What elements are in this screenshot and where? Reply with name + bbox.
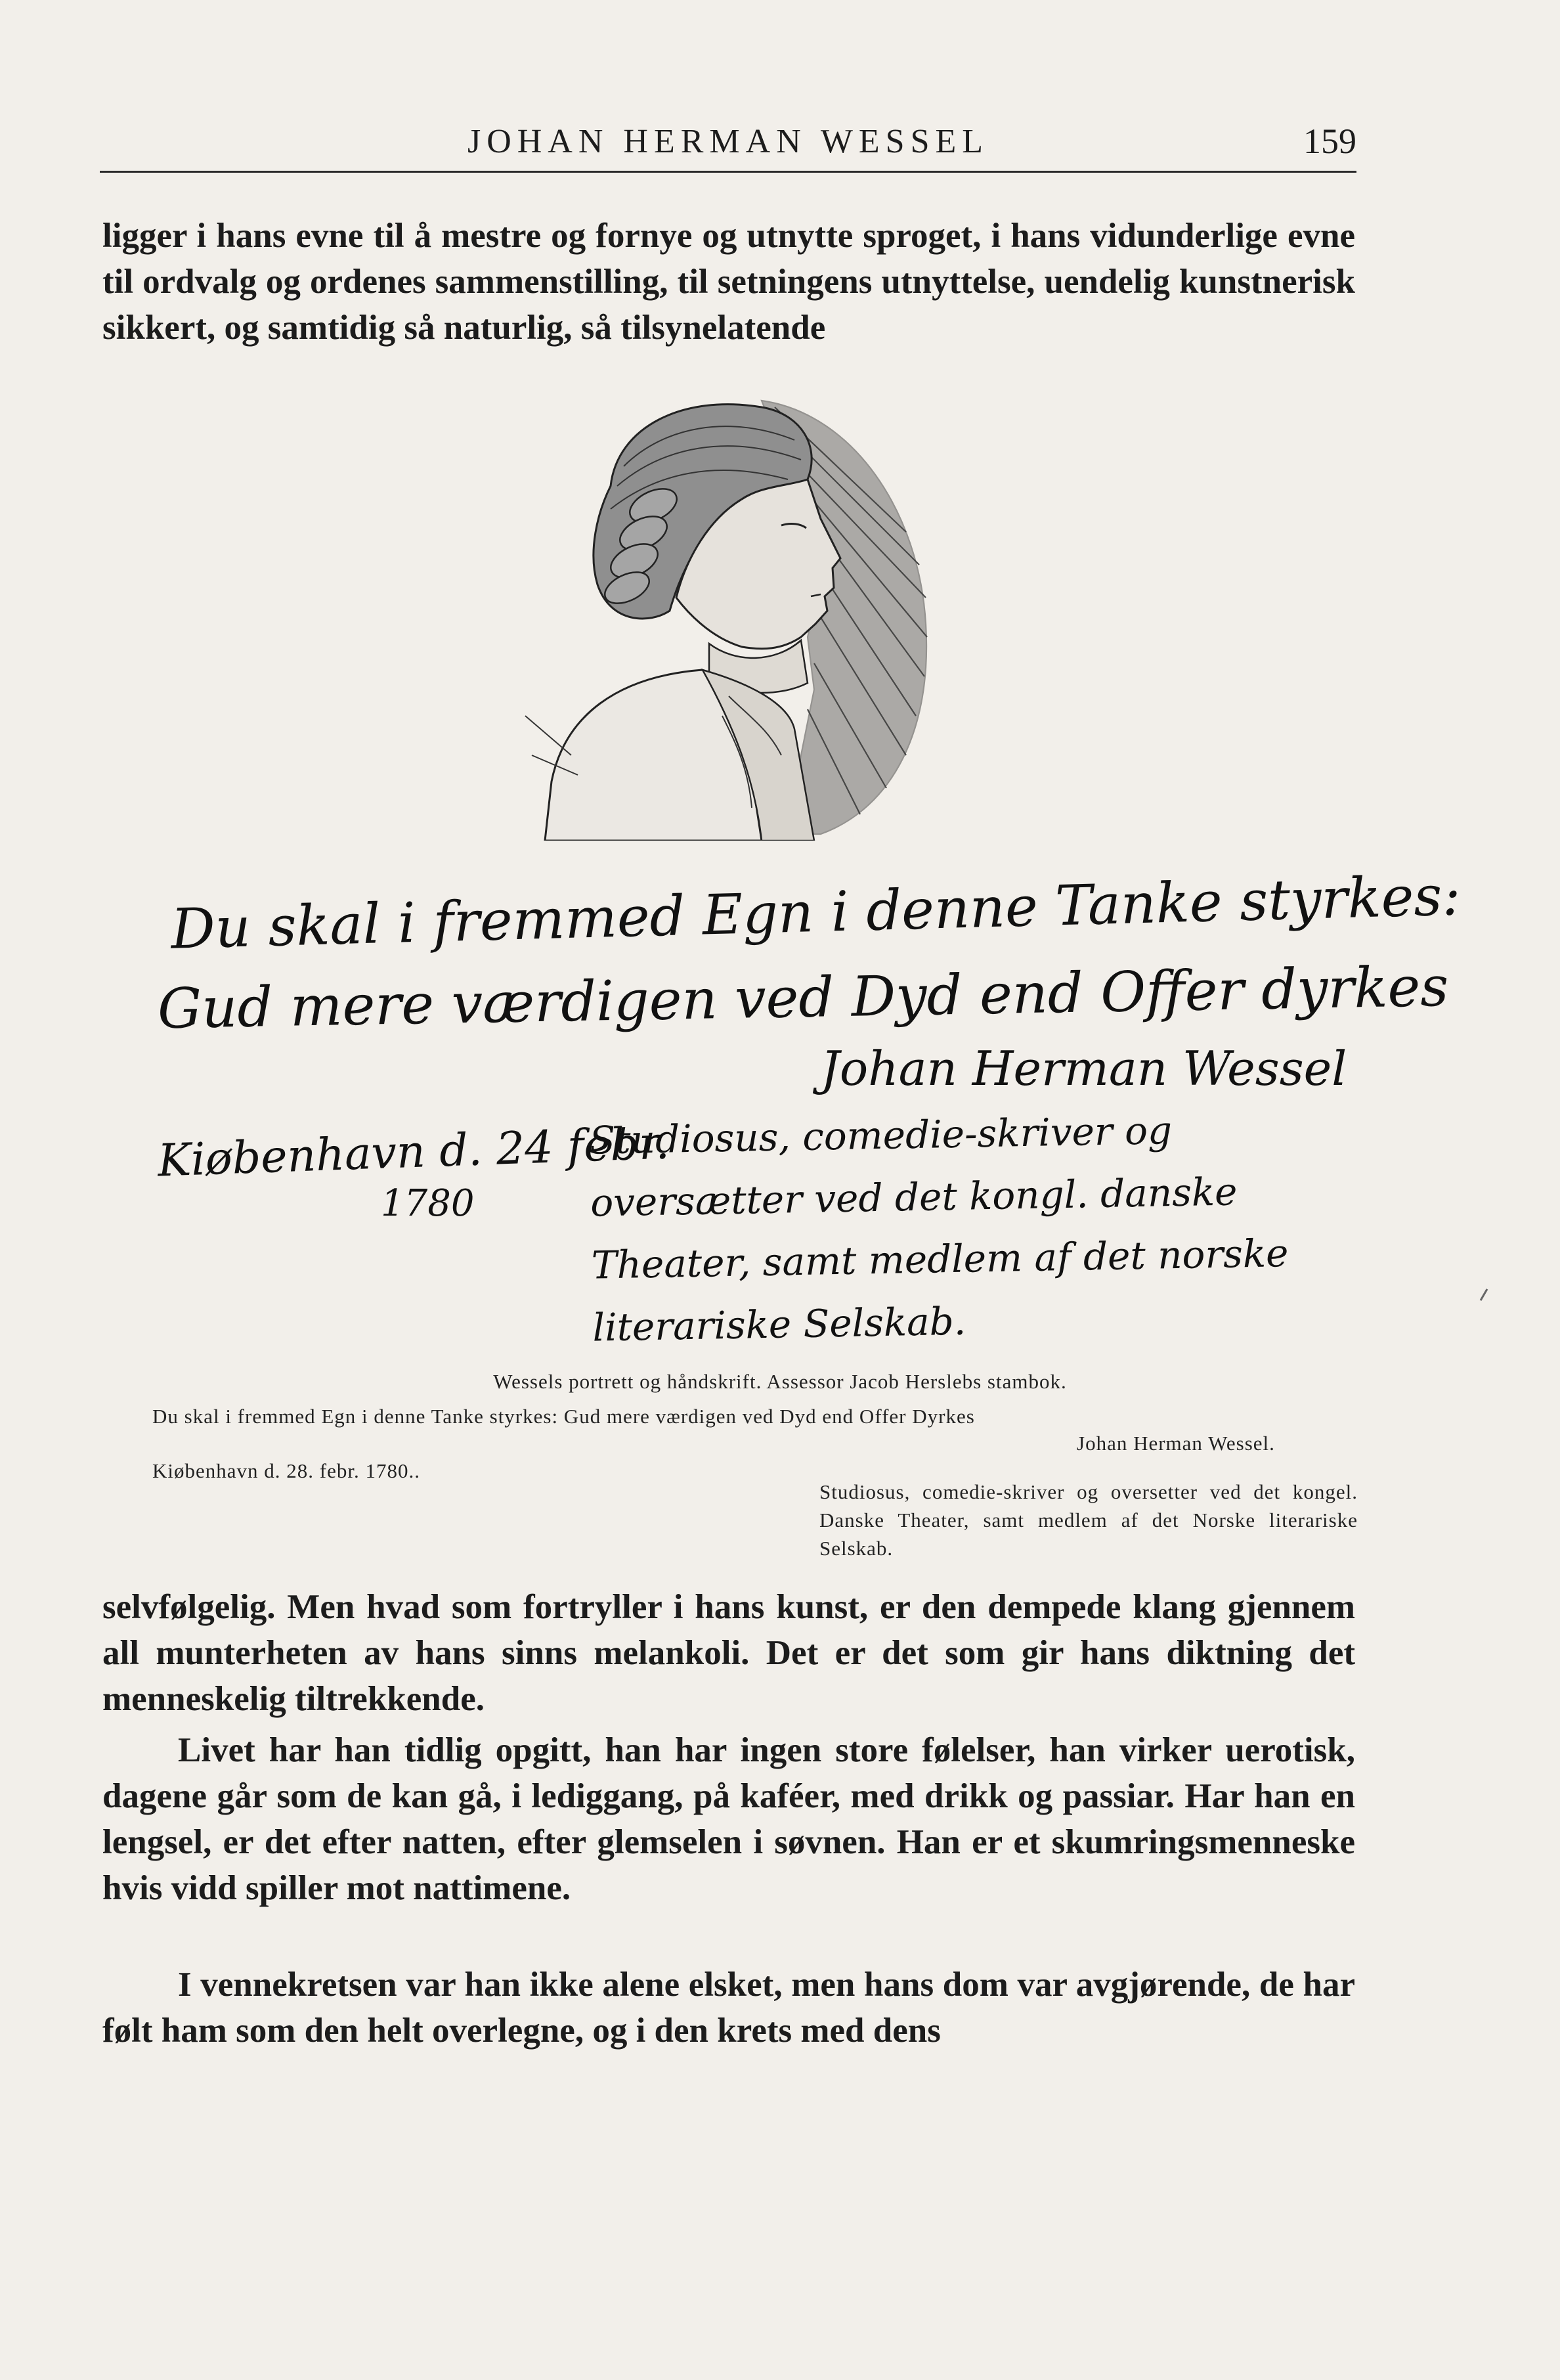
caption-transcription-signature: Johan Herman Wessel.: [1077, 1432, 1275, 1455]
paragraph-1: ligger i hans evne til å mestre og fornye og utnytte sproget, i hans vidunderlige evne til ordvalg og ordenes sammenstilling, til setningens utnyttelse, uendelig kunstnerisk sikkert, og samtidig så naturlig, så tilsynelatende: [102, 217, 1355, 347]
handwritten-place-date: Kiøbenhavn d. 24 febr.: [156, 1117, 670, 1187]
paragraph-3: Livet har han tidlig opgitt, han har ingen store følelser, han virker uerotisk, dagene går som de kan gå, i lediggang, på kaféer, med drikk og passiar. Har han en lengsel, er det efter natten, efter glemselen i søvnen. Han er et skumringsmenneske hvis vidd spiller mot nattimene.: [102, 1731, 1355, 1907]
handwritten-signature: Johan Herman Wessel: [821, 1041, 1347, 1096]
paragraph-4: I vennekretsen var han ikke alene elsket, men hans dom var avgjørende, de har følt ham som den helt overlegne, og i den krets med dens: [102, 1966, 1355, 2050]
running-title: JOHAN HERMAN WESSEL: [467, 123, 989, 160]
page-number: 159: [1303, 121, 1356, 161]
running-head: [100, 118, 1356, 173]
paragraph-2: selvfølgelig. Men hvad som fortryller i hans kunst, er den dempede klang gjennem all munterheten av hans sinns melankoli. Det er det som gir hans diktning det menneskelig tiltrekkende.: [102, 1588, 1355, 1718]
portrait-engraving: [512, 387, 939, 841]
handwriting-line-2: Gud mere værdigen ved Dyd end Offer dyrkes: [157, 954, 1450, 1042]
caption-transcription-title: Studiosus, comedie-skriver og oversetter ved det kongel. Danske Theater, samt medlem af det Norske literariske Selskab.: [819, 1480, 1358, 1560]
caption-transcription-line-1: Du skal i fremmed Egn i denne Tanke styrkes: Gud mere værdigen ved Dyd end Offer Dyrkes: [152, 1405, 975, 1428]
handwriting-sample: [156, 863, 1462, 1353]
handwritten-title: Studiosus, comedie-skriver og oversætter ved det kongl. danske Theater, samt medlem af det norske literariske Selskab.: [588, 1108, 1289, 1350]
handwriting-line-1: Du skal i fremmed Egn i denne Tanke styrkes:: [170, 863, 1462, 961]
caption-transcription-date: Kiøbenhavn d. 28. febr. 1780..: [152, 1459, 420, 1482]
stray-mark: [1480, 1289, 1488, 1301]
handwritten-year: 1780: [381, 1182, 475, 1225]
caption-title: Wessels portrett og håndskrift. Assessor Jacob Herslebs stambok.: [493, 1370, 1067, 1393]
